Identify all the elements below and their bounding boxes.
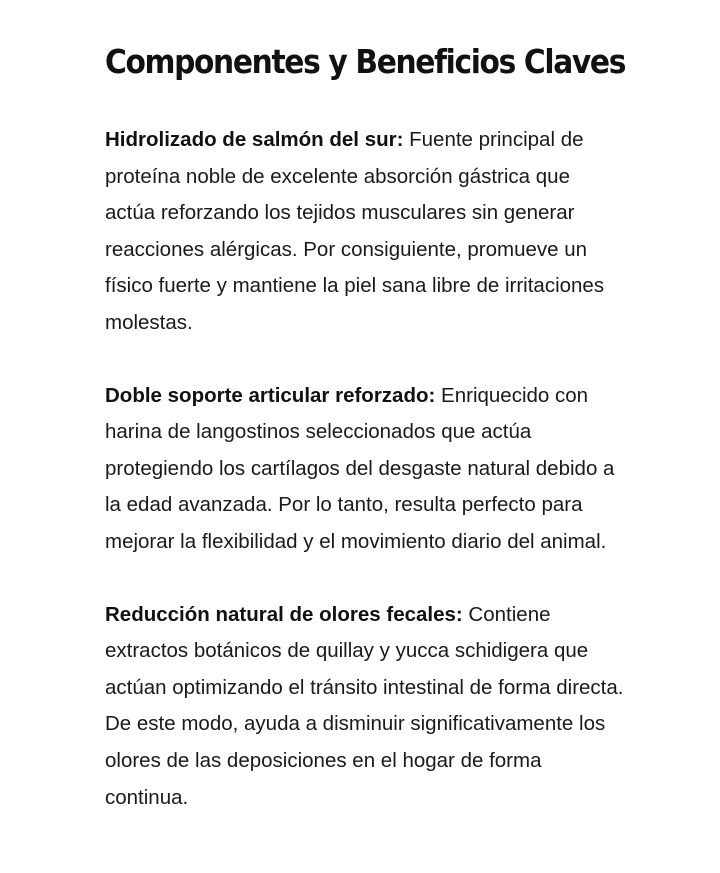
article-content [105,40,625,816]
benefit-paragraph-salmon [105,122,625,342]
benefit-text: Fuente principal de proteína noble de excelente absorción gástrica que actúa reforzando los tejidos musculares sin generar reacciones alérgicas. Por consiguiente, promueve un físico fuerte y mantiene la piel sana libre de irritaciones molestas. [105,128,605,334]
benefit-label: Hidrolizado de salmón del sur: [105,128,404,151]
benefit-text: Enriquecido con harina de langostinos seleccionados que actúa protegiendo los cartílagos del desgaste natural debido a la edad avanzada. Por lo tanto, resulta perfecto para mejorar la flexibilidad y el movimiento diario del animal. [105,383,615,553]
benefit-paragraph-joint-support [105,378,625,561]
section-title: Componentes y Beneficios Claves [105,42,626,81]
benefit-text: Contiene extractos botánicos de quillay y yucca schidigera que actúan optimizando el tránsito intestinal de forma directa. De este modo, ayuda a disminuir significativamente los olores de las deposiciones en el hogar de forma continua. [105,602,624,809]
benefit-label: Reducción natural de olores fecales: [105,602,463,626]
benefit-paragraph-odor-reduction [105,597,625,817]
benefit-label: Doble soporte articular reforzado: [105,383,436,407]
